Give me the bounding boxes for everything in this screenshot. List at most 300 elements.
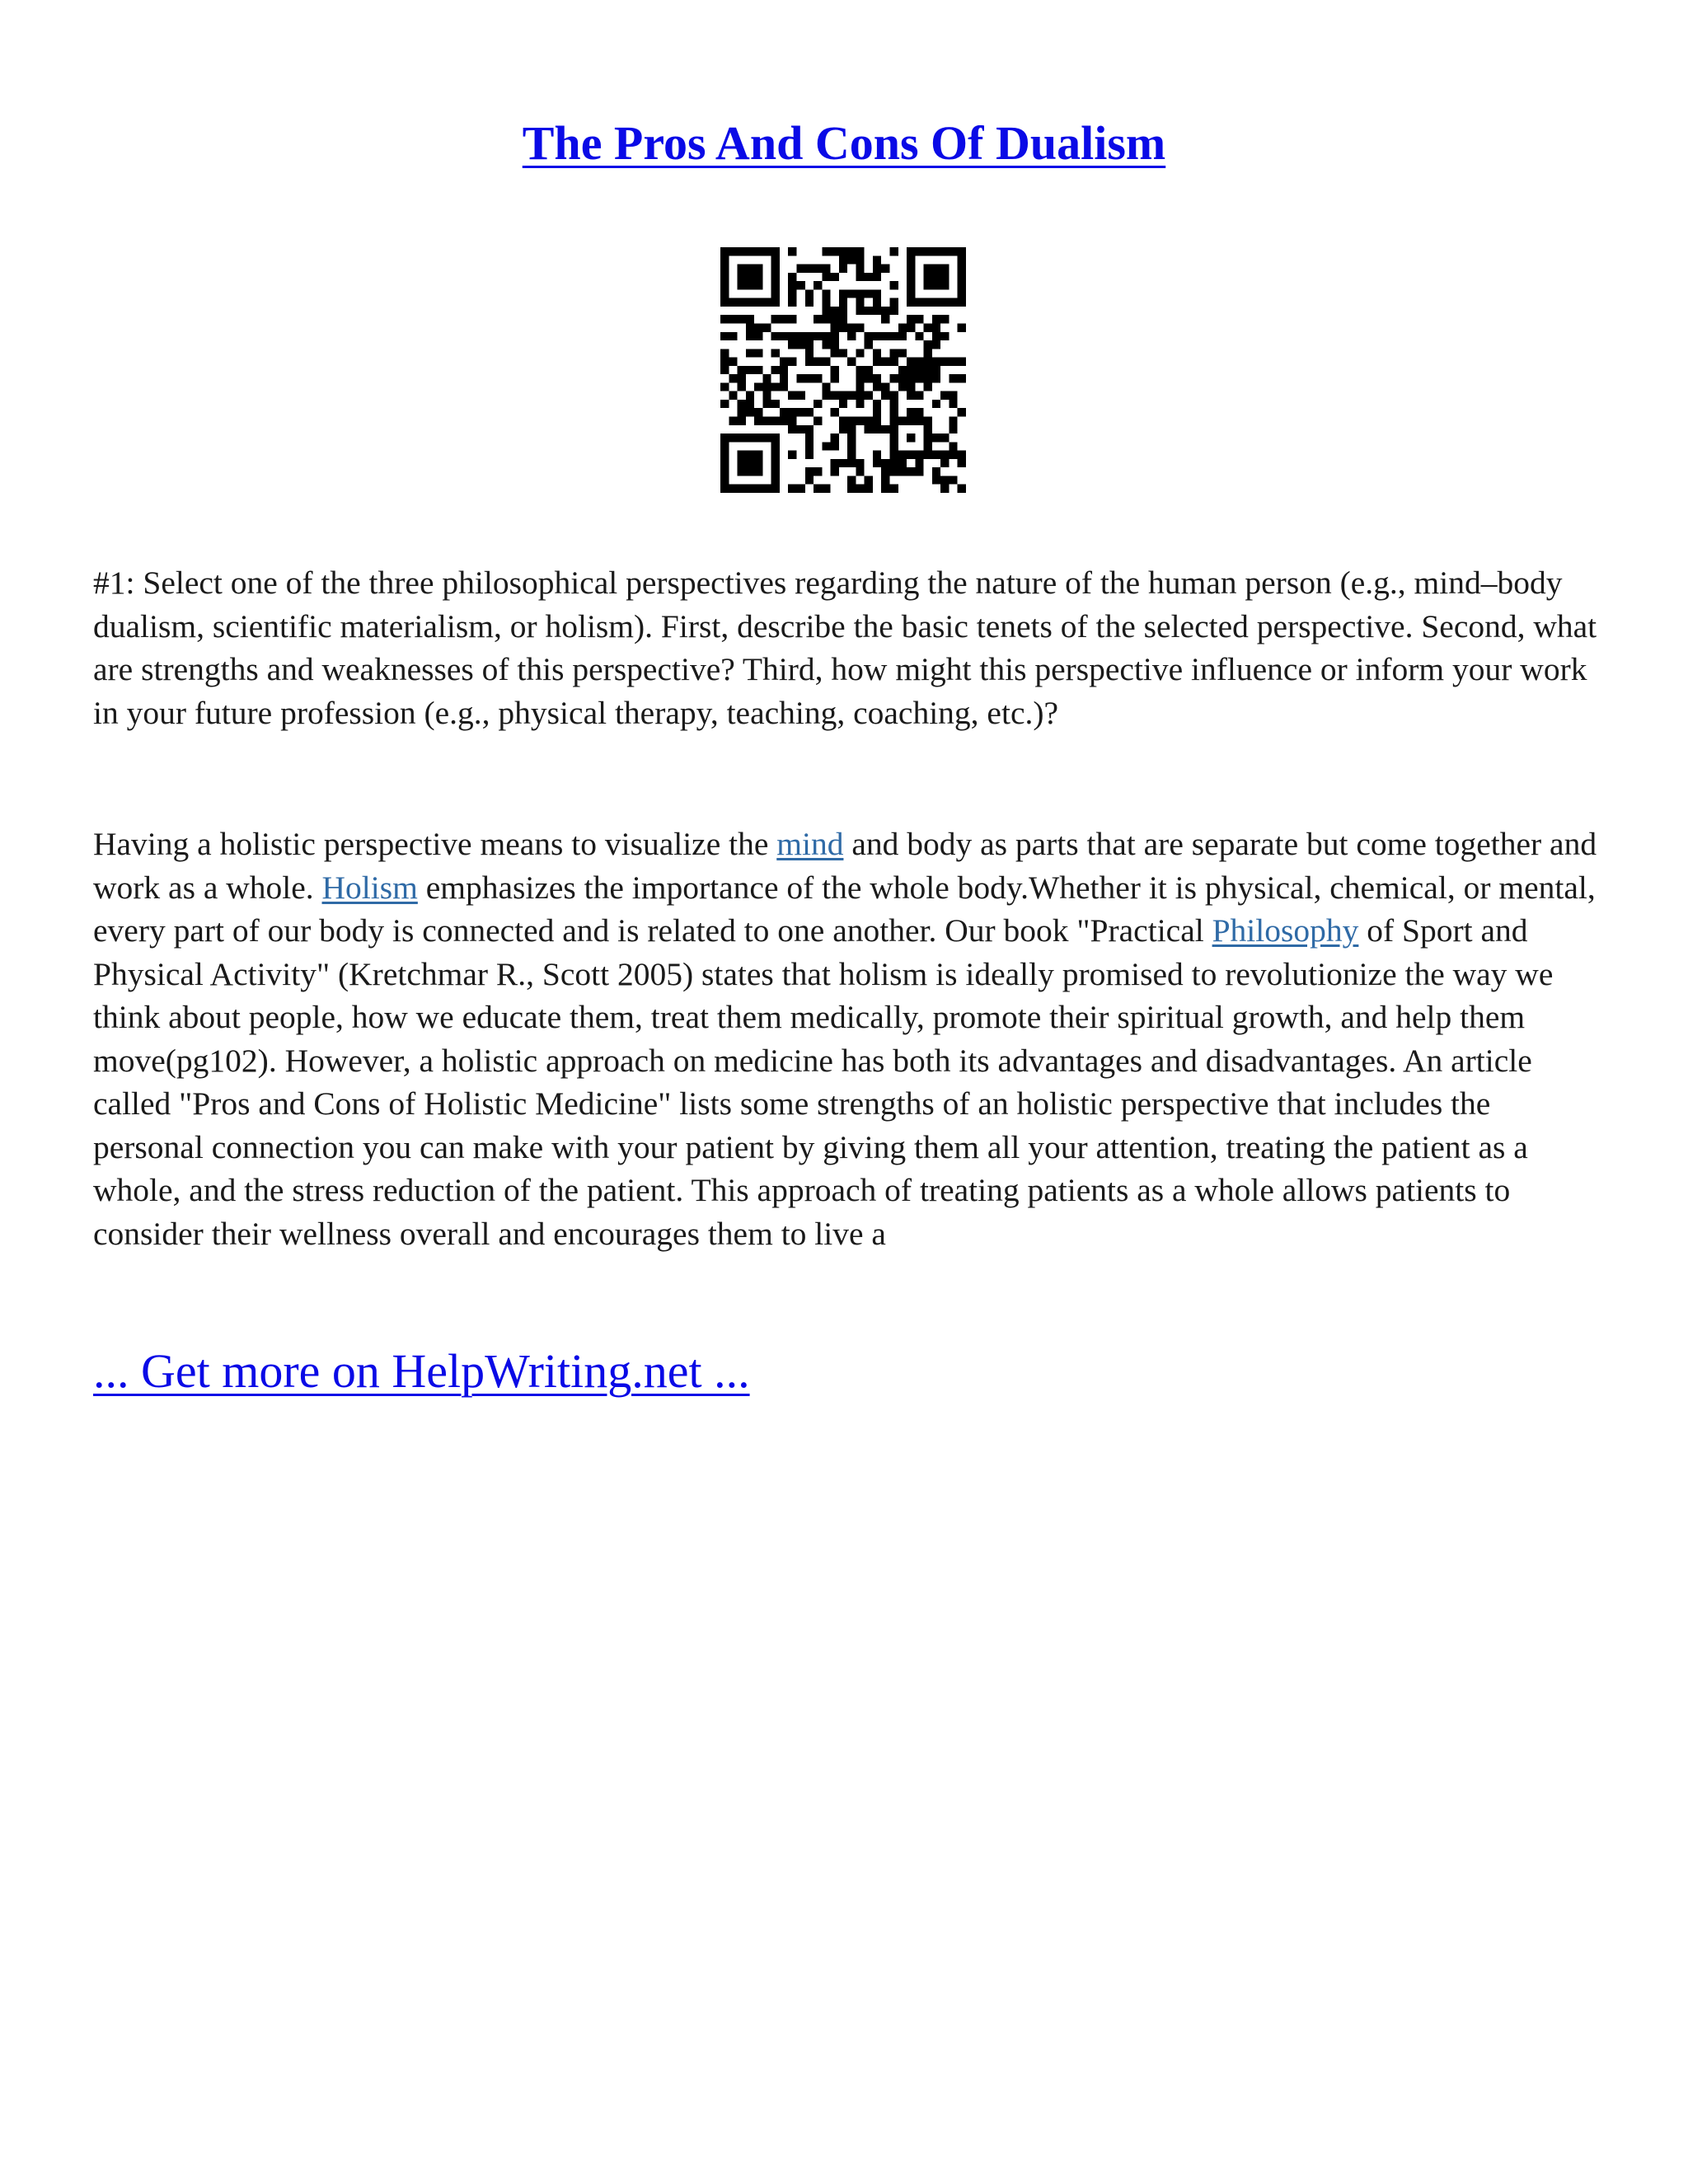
qr-module — [796, 340, 804, 349]
qr-module — [949, 451, 957, 459]
qr-module — [788, 289, 796, 298]
qr-module — [839, 265, 847, 273]
qr-module — [796, 425, 804, 434]
qr-module — [788, 358, 796, 366]
qr-module — [831, 467, 839, 476]
qr-module — [805, 349, 814, 357]
qr-module — [822, 298, 830, 307]
qr-module — [788, 408, 796, 416]
philosophy-link[interactable]: Philosophy — [1212, 912, 1359, 949]
qr-module — [788, 247, 796, 255]
qr-module — [720, 366, 729, 374]
qr-module — [856, 374, 864, 382]
qr-module — [898, 374, 907, 382]
qr-module — [839, 247, 847, 255]
qr-module — [907, 366, 915, 374]
qr-module — [839, 315, 847, 323]
qr-module — [754, 417, 762, 425]
qr-module — [932, 451, 940, 459]
qr-module — [958, 451, 966, 459]
qr-module — [822, 358, 830, 366]
qr-module — [949, 391, 957, 400]
qr-module — [788, 281, 796, 289]
qr-module — [771, 349, 780, 357]
qr-module — [847, 459, 856, 467]
qr-module — [924, 366, 932, 374]
qr-module — [881, 358, 889, 366]
qr-module — [738, 400, 746, 408]
qr-module — [881, 485, 889, 493]
qr-module — [856, 349, 864, 357]
qr-module — [881, 382, 889, 391]
qr-module — [831, 315, 839, 323]
qr-module — [839, 298, 847, 307]
qr-module — [788, 485, 796, 493]
qr-module — [805, 408, 814, 416]
qr-module — [805, 467, 814, 476]
qr-module — [940, 332, 949, 340]
qr-module — [890, 400, 898, 408]
qr-module — [856, 298, 864, 307]
qr-module — [873, 332, 881, 340]
qr-module — [805, 434, 814, 442]
answer-paragraph — [93, 823, 1601, 1255]
qr-module — [822, 289, 830, 298]
qr-module — [746, 332, 754, 340]
qr-module — [847, 476, 856, 484]
qr-module — [856, 467, 864, 476]
qr-module — [831, 434, 839, 442]
qr-module — [873, 265, 881, 273]
qr-module — [847, 485, 856, 493]
qr-module — [873, 382, 881, 391]
qr-module — [865, 340, 873, 349]
qr-module — [932, 340, 940, 349]
qr-module — [890, 247, 898, 255]
qr-module — [949, 476, 957, 484]
qr-module — [839, 417, 847, 425]
qr-module — [881, 467, 889, 476]
qr-module — [814, 281, 822, 289]
qr-module — [788, 417, 796, 425]
qr-module — [754, 332, 762, 340]
qr-module — [762, 391, 771, 400]
qr-module — [831, 247, 839, 255]
qr-module — [856, 289, 864, 298]
qr-module — [856, 485, 864, 493]
qr-module — [847, 332, 856, 340]
qr-module — [932, 332, 940, 340]
answer-text-3: emphasizes the importance of the whole body.Whether it is physical, chemical, or mental, every part of our body is connected and is related to one another. Our book "Practical — [93, 869, 1596, 949]
qr-module — [796, 485, 804, 493]
qr-module — [788, 451, 796, 459]
qr-module — [940, 315, 949, 323]
qr-module — [958, 459, 966, 467]
qr-module — [822, 391, 830, 400]
qr-module — [771, 400, 780, 408]
qr-module — [814, 400, 822, 408]
qr-module — [924, 358, 932, 366]
qr-module — [754, 366, 762, 374]
qr-module — [873, 417, 881, 425]
qr-module — [762, 323, 771, 331]
qr-module — [907, 408, 915, 416]
qr-module — [839, 323, 847, 331]
qr-module — [856, 247, 864, 255]
qr-module — [754, 408, 762, 416]
qr-module — [780, 382, 788, 391]
qr-module — [796, 391, 804, 400]
qr-module — [873, 451, 881, 459]
qr-module — [958, 374, 966, 382]
qr-module — [949, 400, 957, 408]
qr-module — [805, 298, 814, 307]
qr-module — [814, 374, 822, 382]
qr-module — [949, 417, 957, 425]
qr-module — [915, 408, 923, 416]
qr-module — [839, 255, 847, 264]
qr-module — [805, 442, 814, 450]
qr-module — [940, 459, 949, 467]
qr-module — [788, 273, 796, 281]
qr-module — [873, 255, 881, 264]
qr-module — [898, 366, 907, 374]
qr-module — [831, 273, 839, 281]
qr-module — [865, 366, 873, 374]
qr-module — [890, 298, 898, 307]
qr-module — [822, 307, 830, 315]
qr-module — [839, 400, 847, 408]
qr-module — [915, 358, 923, 366]
qr-module — [839, 307, 847, 315]
qr-module — [873, 273, 881, 281]
qr-module — [805, 476, 814, 484]
qr-module — [814, 332, 822, 340]
qr-module — [805, 358, 814, 366]
qr-module — [720, 400, 729, 408]
qr-module — [865, 289, 873, 298]
qr-module — [771, 417, 780, 425]
qr-module — [949, 358, 957, 366]
qr-module — [915, 374, 923, 382]
qr-module — [932, 434, 940, 442]
qr-module — [814, 417, 822, 425]
qr-module — [865, 307, 873, 315]
qr-module — [890, 374, 898, 382]
qr-module — [720, 358, 729, 366]
qr-module — [940, 451, 949, 459]
qr-module — [907, 391, 915, 400]
qr-alignment-pattern — [907, 434, 915, 442]
qr-module — [847, 358, 856, 366]
qr-module — [924, 323, 932, 331]
qr-module — [729, 391, 737, 400]
qr-module — [915, 391, 923, 400]
qr-module — [940, 391, 949, 400]
qr-module — [805, 332, 814, 340]
qr-module — [940, 476, 949, 484]
qr-module — [720, 382, 729, 391]
qr-module — [839, 391, 847, 400]
qr-module — [958, 358, 966, 366]
qr-module — [907, 358, 915, 366]
qr-module — [780, 366, 788, 374]
qr-module — [847, 247, 856, 255]
qr-module — [847, 323, 856, 331]
qr-module — [932, 476, 940, 484]
answer-text-4: of Sport and Physical Activity" (Kretchmar R., Scott 2005) states that holism is ideally promised to revolutionize the way we think about people, how we educate them, treat them medically, promote their spiritual growth, and help them move(pg102). However, a holistic approach on medicine has both its advantages and disadvantages. An article called "Pros and Cons of Holistic Medicine" lists some strengths of an holistic perspective that includes the personal connection you can make with your patient by giving them all your attention, treating the patient as a whole, and the stress reduction of the patient. This approach of treating patients as a whole allows patients to consider their wellness overall and encourages them to live a — [93, 912, 1554, 1252]
qr-module — [898, 349, 907, 357]
qr-module — [771, 315, 780, 323]
qr-module — [898, 382, 907, 391]
qr-module — [856, 417, 864, 425]
qr-module — [780, 417, 788, 425]
qr-module — [788, 315, 796, 323]
qr-module — [729, 358, 737, 366]
qr-module — [762, 374, 771, 382]
qr-module — [822, 247, 830, 255]
qr-module — [729, 374, 737, 382]
qr-module — [738, 417, 746, 425]
qr-module — [881, 315, 889, 323]
qr-module — [746, 323, 754, 331]
qr-module — [822, 382, 830, 391]
qr-module — [814, 358, 822, 366]
qr-module — [890, 307, 898, 315]
qr-module — [831, 307, 839, 315]
qr-module — [847, 255, 856, 264]
qr-module — [780, 374, 788, 382]
qr-module — [881, 265, 889, 273]
qr-module — [771, 366, 780, 374]
qr-module — [839, 459, 847, 467]
qr-module — [771, 382, 780, 391]
qr-module — [915, 459, 923, 467]
qr-module — [738, 366, 746, 374]
qr-module — [890, 358, 898, 366]
qr-module — [847, 442, 856, 450]
qr-module — [890, 408, 898, 416]
qr-module — [780, 332, 788, 340]
qr-module — [754, 382, 762, 391]
qr-module — [940, 434, 949, 442]
qr-module — [932, 400, 940, 408]
qr-module — [746, 408, 754, 416]
qr-module — [924, 349, 932, 357]
qr-module — [831, 459, 839, 467]
qr-module — [796, 332, 804, 340]
qr-module — [890, 485, 898, 493]
qr-module — [805, 265, 814, 273]
qr-module — [738, 382, 746, 391]
qr-module — [856, 273, 864, 281]
qr-module — [915, 366, 923, 374]
qr-module — [746, 400, 754, 408]
qr-module — [890, 281, 898, 289]
answer-text-2: and body as parts that are separate but come together and work as a whole. — [93, 826, 1597, 906]
qr-module — [839, 289, 847, 298]
qr-module — [873, 459, 881, 467]
qr-module — [932, 323, 940, 331]
qr-module — [814, 265, 822, 273]
qr-module — [865, 425, 873, 434]
qr-module — [831, 374, 839, 382]
qr-module — [822, 485, 830, 493]
qr-module — [873, 358, 881, 366]
qr-module — [915, 315, 923, 323]
qr-module — [788, 332, 796, 340]
qr-module — [822, 265, 830, 273]
qr-module — [873, 400, 881, 408]
qr-module — [822, 315, 830, 323]
qr-module — [865, 332, 873, 340]
qr-module — [881, 476, 889, 484]
qr-module — [805, 451, 814, 459]
qr-module — [873, 408, 881, 416]
qr-module — [746, 391, 754, 400]
qr-module — [881, 425, 889, 434]
qr-module — [949, 425, 957, 434]
qr-module — [746, 315, 754, 323]
qr-module — [839, 425, 847, 434]
qr-module — [865, 417, 873, 425]
qr-module — [847, 451, 856, 459]
qr-module — [831, 323, 839, 331]
qr-module — [831, 391, 839, 400]
qr-module — [771, 332, 780, 340]
qr-module — [780, 408, 788, 416]
qr-module — [915, 332, 923, 340]
qr-module — [865, 374, 873, 382]
qr-module — [720, 315, 729, 323]
qr-module — [762, 417, 771, 425]
qr-module — [890, 332, 898, 340]
qr-module — [940, 358, 949, 366]
qr-module — [780, 358, 788, 366]
mind-link[interactable]: mind — [776, 826, 844, 862]
qr-module — [788, 340, 796, 349]
get-more-link[interactable]: ... Get more on HelpWriting.net ... — [93, 1344, 750, 1398]
qr-module — [847, 425, 856, 434]
qr-module — [796, 265, 804, 273]
qr-module — [856, 307, 864, 315]
qr-module — [720, 332, 729, 340]
qr-module — [907, 467, 915, 476]
page-title-link[interactable]: The Pros And Cons Of Dualism — [522, 116, 1166, 170]
qr-module — [915, 467, 923, 476]
qr-module — [932, 315, 940, 323]
qr-module — [890, 391, 898, 400]
qr-module — [805, 425, 814, 434]
qr-module — [873, 307, 881, 315]
qr-module — [865, 391, 873, 400]
qr-module — [924, 374, 932, 382]
qr-module — [898, 323, 907, 331]
qr-module — [932, 467, 940, 476]
qr-module — [907, 323, 915, 331]
qr-module — [898, 467, 907, 476]
qr-module — [831, 332, 839, 340]
qr-module — [847, 289, 856, 298]
qr-module — [720, 349, 729, 357]
qr-module — [796, 408, 804, 416]
qr-module — [881, 459, 889, 467]
qr-module — [788, 391, 796, 400]
holism-link[interactable]: Holism — [321, 869, 418, 906]
qr-module — [822, 273, 830, 281]
qr-module — [729, 315, 737, 323]
qr-module — [805, 340, 814, 349]
qr-module — [873, 349, 881, 357]
qr-module — [873, 289, 881, 298]
qr-module — [865, 273, 873, 281]
qr-module — [932, 374, 940, 382]
qr-module — [738, 315, 746, 323]
qr-module — [881, 307, 889, 315]
qr-module — [881, 391, 889, 400]
qr-module — [847, 417, 856, 425]
qr-module — [738, 408, 746, 416]
qr-module — [907, 315, 915, 323]
qr-module — [805, 374, 814, 382]
qr-module — [856, 255, 864, 264]
qr-module — [932, 366, 940, 374]
qr-module — [847, 434, 856, 442]
qr-module — [746, 349, 754, 357]
qr-module — [958, 485, 966, 493]
qr-module — [958, 323, 966, 331]
qr-module — [856, 459, 864, 467]
qr-module — [865, 476, 873, 484]
qr-module — [831, 349, 839, 357]
qr-module — [831, 442, 839, 450]
qr-module — [822, 340, 830, 349]
qr-module — [839, 349, 847, 357]
qr-module — [814, 485, 822, 493]
qr-module — [856, 366, 864, 374]
qr-module — [788, 425, 796, 434]
qr-module — [805, 289, 814, 298]
qr-module — [949, 442, 957, 450]
qr-module — [873, 374, 881, 382]
qr-module — [940, 485, 949, 493]
qr-module — [865, 485, 873, 493]
qr-module — [856, 382, 864, 391]
qr-module — [754, 323, 762, 331]
qr-module — [856, 391, 864, 400]
qr-module — [788, 298, 796, 307]
qr-module — [924, 340, 932, 349]
qr-module — [890, 467, 898, 476]
qr-module — [822, 332, 830, 340]
title-container — [0, 115, 1688, 171]
qr-module — [898, 459, 907, 467]
qr-module — [856, 323, 864, 331]
qr-code — [720, 247, 966, 493]
qr-module — [856, 400, 864, 408]
qr-module — [907, 374, 915, 382]
qr-module — [746, 366, 754, 374]
qr-module — [831, 366, 839, 374]
qr-module — [932, 358, 940, 366]
qr-module — [873, 298, 881, 307]
qr-module — [907, 382, 915, 391]
qr-module — [796, 281, 804, 289]
qr-module — [949, 374, 957, 382]
qr-module — [831, 408, 839, 416]
qr-module — [890, 349, 898, 357]
qr-module — [881, 332, 889, 340]
